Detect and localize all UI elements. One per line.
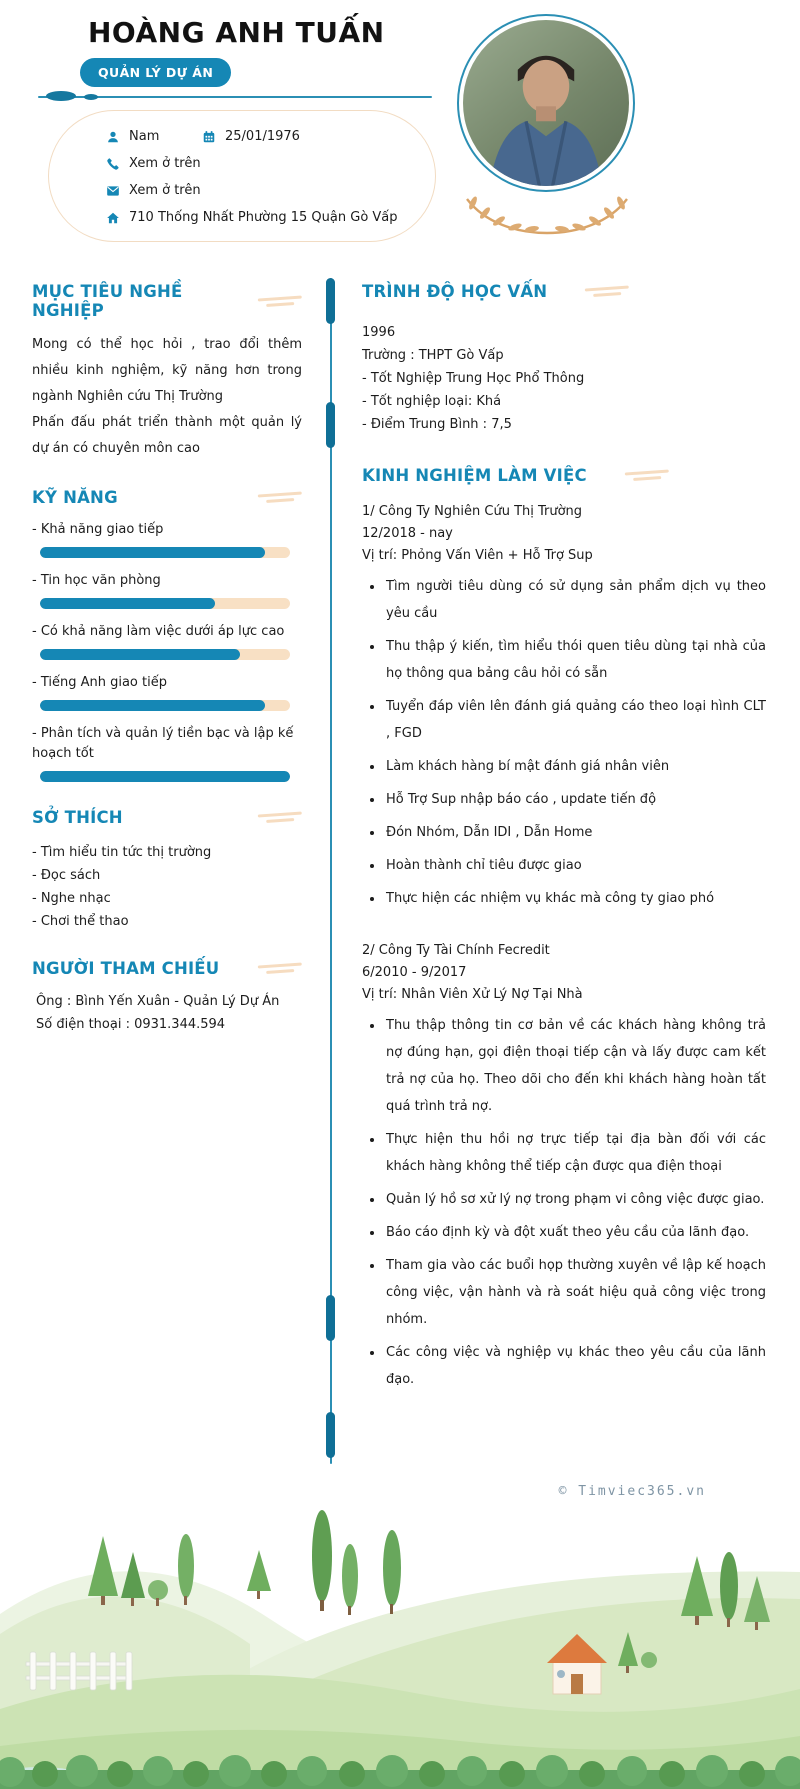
skill-label: - Khả năng giao tiếp [32, 522, 164, 537]
skill-bar-fill [40, 771, 290, 782]
job-bullet: • Hoàn thành chỉ tiêu được giao [384, 852, 766, 879]
info-row-phone [106, 150, 435, 177]
education-heading-row [362, 282, 766, 301]
hobby-item: - Nghe nhạc [32, 891, 111, 906]
house-icon [106, 211, 120, 225]
skill-label: - Tin học văn phòng [32, 573, 161, 588]
divider-pill [326, 1412, 335, 1458]
reference-heading-row [32, 959, 302, 978]
job-bullet: • Tham gia vào các buổi họp thường xuyên về lập kế hoạch công việc, vận hành và rà soát hiệu quả công việc trong nhóm. [384, 1252, 766, 1333]
dob-cell [202, 129, 300, 144]
education-line: 1996 [362, 325, 396, 340]
hobbies-heading: SỞ THÍCH [32, 808, 123, 827]
job-bullet: • Đón Nhóm, Dẫn IDI , Dẫn Home [384, 819, 766, 846]
job-bullet: • Quản lý hồ sơ xử lý nợ trong phạm vi công việc được giao. [384, 1186, 766, 1213]
person-silhouette [463, 20, 629, 186]
education-lines [362, 321, 766, 436]
hobbies-section [32, 808, 302, 933]
skills-heading: KỸ NĂNG [32, 488, 118, 507]
laurel-decoration [436, 186, 658, 238]
skill-bar [40, 649, 290, 660]
experience-section [362, 466, 766, 1393]
skill-bar-fill [40, 598, 215, 609]
heading-decoration [258, 295, 303, 307]
job-bullet: • Thực hiện thu hồi nợ trực tiếp tại địa bàn đối với các khách hàng không thể tiếp cận được qua điện thoại [384, 1126, 766, 1180]
right-column [362, 282, 766, 1421]
job-bullet: • Thu thập thông tin cơ bản về các khách hàng không trả nợ đúng hạn, gọi điện thoại tiếp cận và lấy được cam kết trả nợ của họ. Theo dõi cho đến khi khách hàng hoàn tất quá trình trả nợ. [384, 1012, 766, 1120]
job [362, 501, 766, 912]
experience-heading: KINH NGHIỆM LÀM VIỆC [362, 466, 587, 485]
objective-heading: MỤC TIÊU NGHỀ NGHIỆP [32, 282, 183, 320]
education-line: - Tốt Nghiệp Trung Học Phổ Thông [362, 371, 585, 386]
job-bullets [362, 1012, 766, 1393]
objective-text [32, 332, 302, 462]
gender-value: Nam [129, 129, 160, 144]
column-divider-line [330, 278, 332, 1464]
job-position: Vị trí: Phỏng Vấn Viên + Hỗ Trợ Sup [362, 548, 593, 563]
skill-label: - Phân tích và quản lý tiền bạc và lập kế hoạch tốt [32, 726, 294, 761]
hobby-item: - Tìm hiểu tin tức thị trường [32, 845, 212, 860]
footer-illustration [0, 1484, 800, 1789]
personal-info-box [48, 110, 436, 242]
skill-item [32, 520, 302, 558]
phone-value: Xem ở trên [129, 156, 201, 171]
job-bullet: • Các công việc và nghiệp vụ khác theo yêu cầu của lãnh đạo. [384, 1339, 766, 1393]
hobby-item: - Đọc sách [32, 868, 101, 883]
header-decor-blob [46, 91, 76, 101]
skill-item [32, 724, 302, 782]
job [362, 940, 766, 1393]
job-company: 2/ Công Ty Tài Chính Fecredit [362, 943, 550, 958]
job-bullets [362, 573, 766, 912]
left-column [32, 282, 302, 1062]
job-bullet: • Thực hiện các nhiệm vụ khác mà công ty giao phó [384, 885, 766, 912]
job-bullet: • Tuyển đáp viên lên đánh giá quảng cáo theo loại hình CLT , FGD [384, 693, 766, 747]
education-heading: TRÌNH ĐỘ HỌC VẤN [362, 282, 548, 301]
reference-line: Ông : Bình Yến Xuân - Quản Lý Dự Án [36, 994, 280, 1009]
reference-heading: NGƯỜI THAM CHIẾU [32, 959, 220, 978]
header-decor-blob [84, 94, 98, 100]
objective-line: Mong có thể học hỏi , trao đổi thêm nhiều kinh nghiệm, kỹ năng hơn trong ngành Nghiên cứu Thị Trường [32, 337, 302, 404]
skill-bar-fill [40, 700, 265, 711]
objective-heading-row [32, 282, 302, 320]
hobby-item: - Chơi thể thao [32, 914, 129, 929]
address-value: 710 Thống Nhất Phường 15 Quận Gò Vấp [129, 210, 398, 225]
skills-list [32, 520, 302, 782]
job-bullet: • Hỗ Trợ Sup nhập báo cáo , update tiến độ [384, 786, 766, 813]
skill-item [32, 673, 302, 711]
info-row-address [106, 204, 435, 231]
hobbies-heading-row [32, 808, 302, 827]
job-period: 12/2018 - nay [362, 526, 453, 541]
education-line: - Tốt nghiệp loại: Khá [362, 394, 502, 409]
job-bullet: • Tìm người tiêu dùng có sử dụng sản phẩm dịch vụ theo yêu cầu [384, 573, 766, 627]
calendar-icon [202, 130, 216, 144]
address-cell [106, 210, 398, 225]
profile-photo-ring [457, 14, 635, 192]
email-cell [106, 183, 201, 198]
education-line: Trường : THPT Gò Vấp [362, 348, 504, 363]
skill-bar [40, 598, 290, 609]
reference-section [32, 959, 302, 1036]
skill-label: - Có khả năng làm việc dưới áp lực cao [32, 624, 285, 639]
skills-section [32, 488, 302, 782]
reference-lines [32, 990, 302, 1036]
job-company: 1/ Công Ty Nghiên Cứu Thị Trường [362, 504, 583, 519]
candidate-name: HOÀNG ANH TUẤN [88, 16, 385, 49]
site-watermark: © Timviec365.vn [558, 1484, 706, 1499]
skill-label: - Tiếng Anh giao tiếp [32, 675, 167, 690]
heading-decoration [258, 491, 303, 503]
phone-icon [106, 157, 120, 171]
job-period: 6/2010 - 9/2017 [362, 965, 467, 980]
person-icon [106, 130, 120, 144]
skill-item [32, 571, 302, 609]
hobbies-list [32, 841, 302, 933]
footer [0, 1484, 800, 1789]
heading-decoration [625, 469, 670, 481]
job-bullet: • Thu thập ý kiến, tìm hiểu thói quen tiêu dùng tại nhà của họ thông qua bảng câu hỏi có sẵn [384, 633, 766, 687]
envelope-icon [106, 184, 120, 198]
gender-cell [106, 129, 202, 144]
objective-line: Phấn đấu phát triển thành một quản lý dự án có chuyên môn cao [32, 415, 302, 456]
education-line: - Điểm Trung Bình : 7,5 [362, 417, 512, 432]
skill-bar [40, 700, 290, 711]
dob-value: 25/01/1976 [225, 129, 300, 144]
skill-bar-fill [40, 649, 240, 660]
job-position: Vị trí: Nhân Viên Xử Lý Nợ Tại Nhà [362, 987, 583, 1002]
phone-cell [106, 156, 201, 171]
experience-heading-row [362, 466, 766, 485]
reference-line: Số điện thoại : 0931.344.594 [36, 1017, 226, 1032]
job-bullet: • Làm khách hàng bí mật đánh giá nhân viên [384, 753, 766, 780]
skill-item [32, 622, 302, 660]
experience-jobs [362, 501, 766, 1393]
job-title-badge: QUẢN LÝ DỰ ÁN [80, 58, 231, 87]
heading-decoration [258, 962, 303, 974]
email-value: Xem ở trên [129, 183, 201, 198]
skill-bar [40, 547, 290, 558]
objective-section [32, 282, 302, 462]
info-row-gender-dob [106, 123, 435, 150]
education-section [362, 282, 766, 436]
profile-photo [463, 20, 629, 186]
skill-bar-fill [40, 547, 265, 558]
job-bullet: • Báo cáo định kỳ và đột xuất theo yêu cầu của lãnh đạo. [384, 1219, 766, 1246]
divider-pill [326, 402, 335, 448]
heading-decoration [585, 285, 630, 297]
divider-pill [326, 1295, 335, 1341]
skills-heading-row [32, 488, 302, 507]
divider-pill [326, 278, 335, 324]
info-row-email [106, 177, 435, 204]
skill-bar [40, 771, 290, 782]
heading-decoration [258, 811, 303, 823]
